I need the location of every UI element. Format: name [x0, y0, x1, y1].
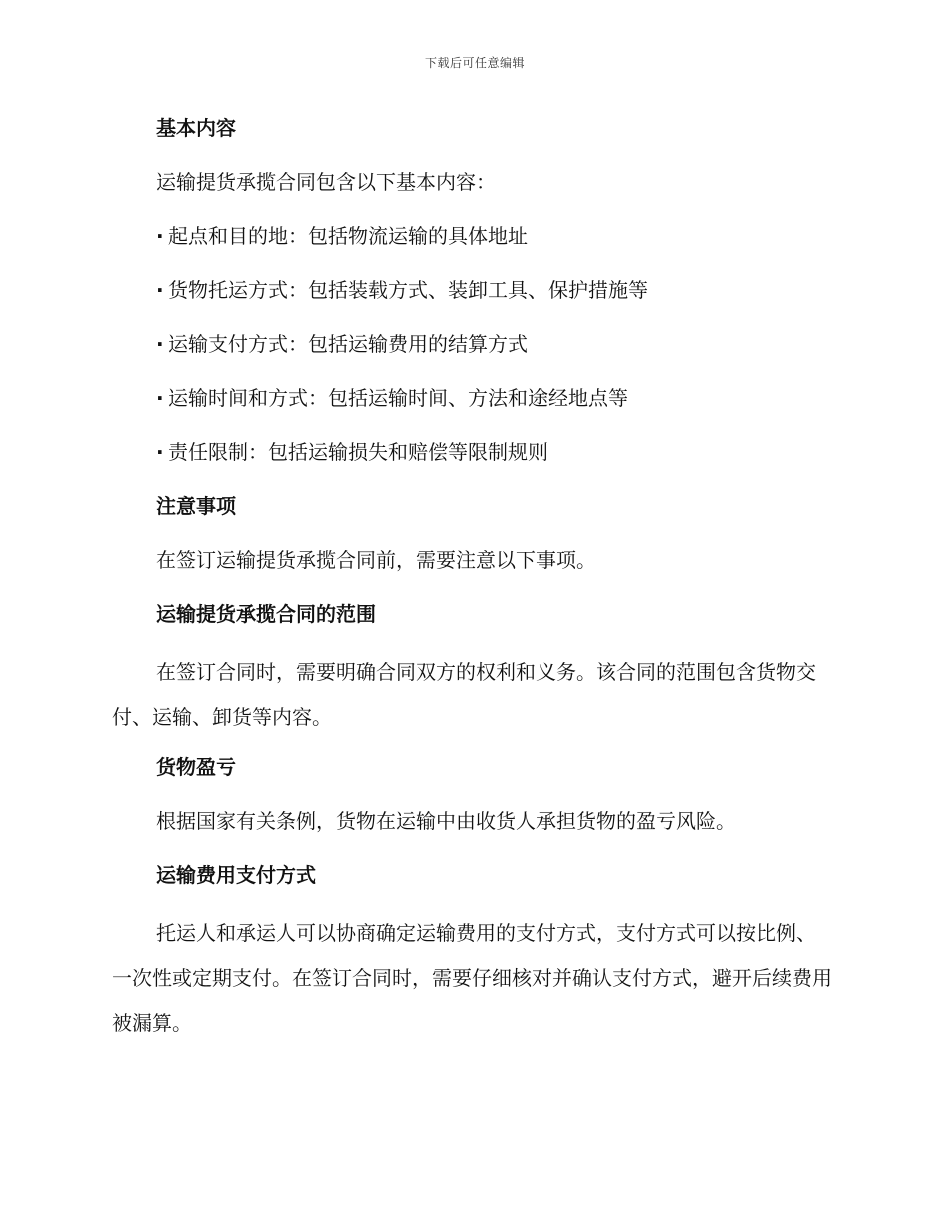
basic-item-list	[112, 218, 832, 470]
basic-intro: 运输提货承揽合同包含以下基本内容：	[156, 170, 496, 194]
payment-text: 托运人和承运人可以协商确定运输费用的支付方式，支付方式可以按比例、一次性或定期支付。在签订合同时，需要仔细核对并确认支付方式，避开后续费用被漏算。	[112, 921, 832, 1035]
section-heading-profit-loss: 货物盈亏	[156, 755, 236, 779]
header-note: 下载后可任意编辑	[424, 56, 525, 70]
bullet-dot-icon: ·	[156, 278, 164, 302]
list-item	[112, 434, 832, 470]
bullet-dot-icon: ·	[156, 332, 164, 356]
bullet-dot-icon: ·	[156, 386, 164, 410]
list-item	[112, 272, 832, 308]
list-item	[112, 326, 832, 362]
list-item-text: 运输时间和方式：包括运输时间、方法和途经地点等	[168, 386, 628, 410]
list-item-text: 货物托运方式：包括装载方式、装卸工具、保护措施等	[168, 278, 648, 302]
section-heading-basic: 基本内容	[156, 116, 236, 140]
section-heading-notes: 注意事项	[156, 494, 236, 518]
bullet-dot-icon: ·	[156, 224, 164, 248]
notes-text: 在签订运输提货承揽合同前，需要注意以下事项。	[156, 548, 596, 572]
document-body	[112, 110, 832, 1055]
profit-loss-text: 根据国家有关条例，货物在运输中由收货人承担货物的盈亏风险。	[156, 809, 736, 833]
section-heading-payment: 运输费用支付方式	[156, 863, 316, 887]
section-heading-scope: 运输提货承揽合同的范围	[156, 602, 376, 626]
list-item	[112, 218, 832, 254]
list-item-text: 起点和目的地：包括物流运输的具体地址	[168, 224, 528, 248]
bullet-dot-icon: ·	[156, 440, 164, 464]
list-item-text: 责任限制：包括运输损失和赔偿等限制规则	[168, 440, 548, 464]
list-item-text: 运输支付方式：包括运输费用的结算方式	[168, 332, 528, 356]
list-item	[112, 380, 832, 416]
scope-text: 在签订合同时，需要明确合同双方的权利和义务。该合同的范围包含货物交付、运输、卸货等内容。	[112, 660, 816, 729]
